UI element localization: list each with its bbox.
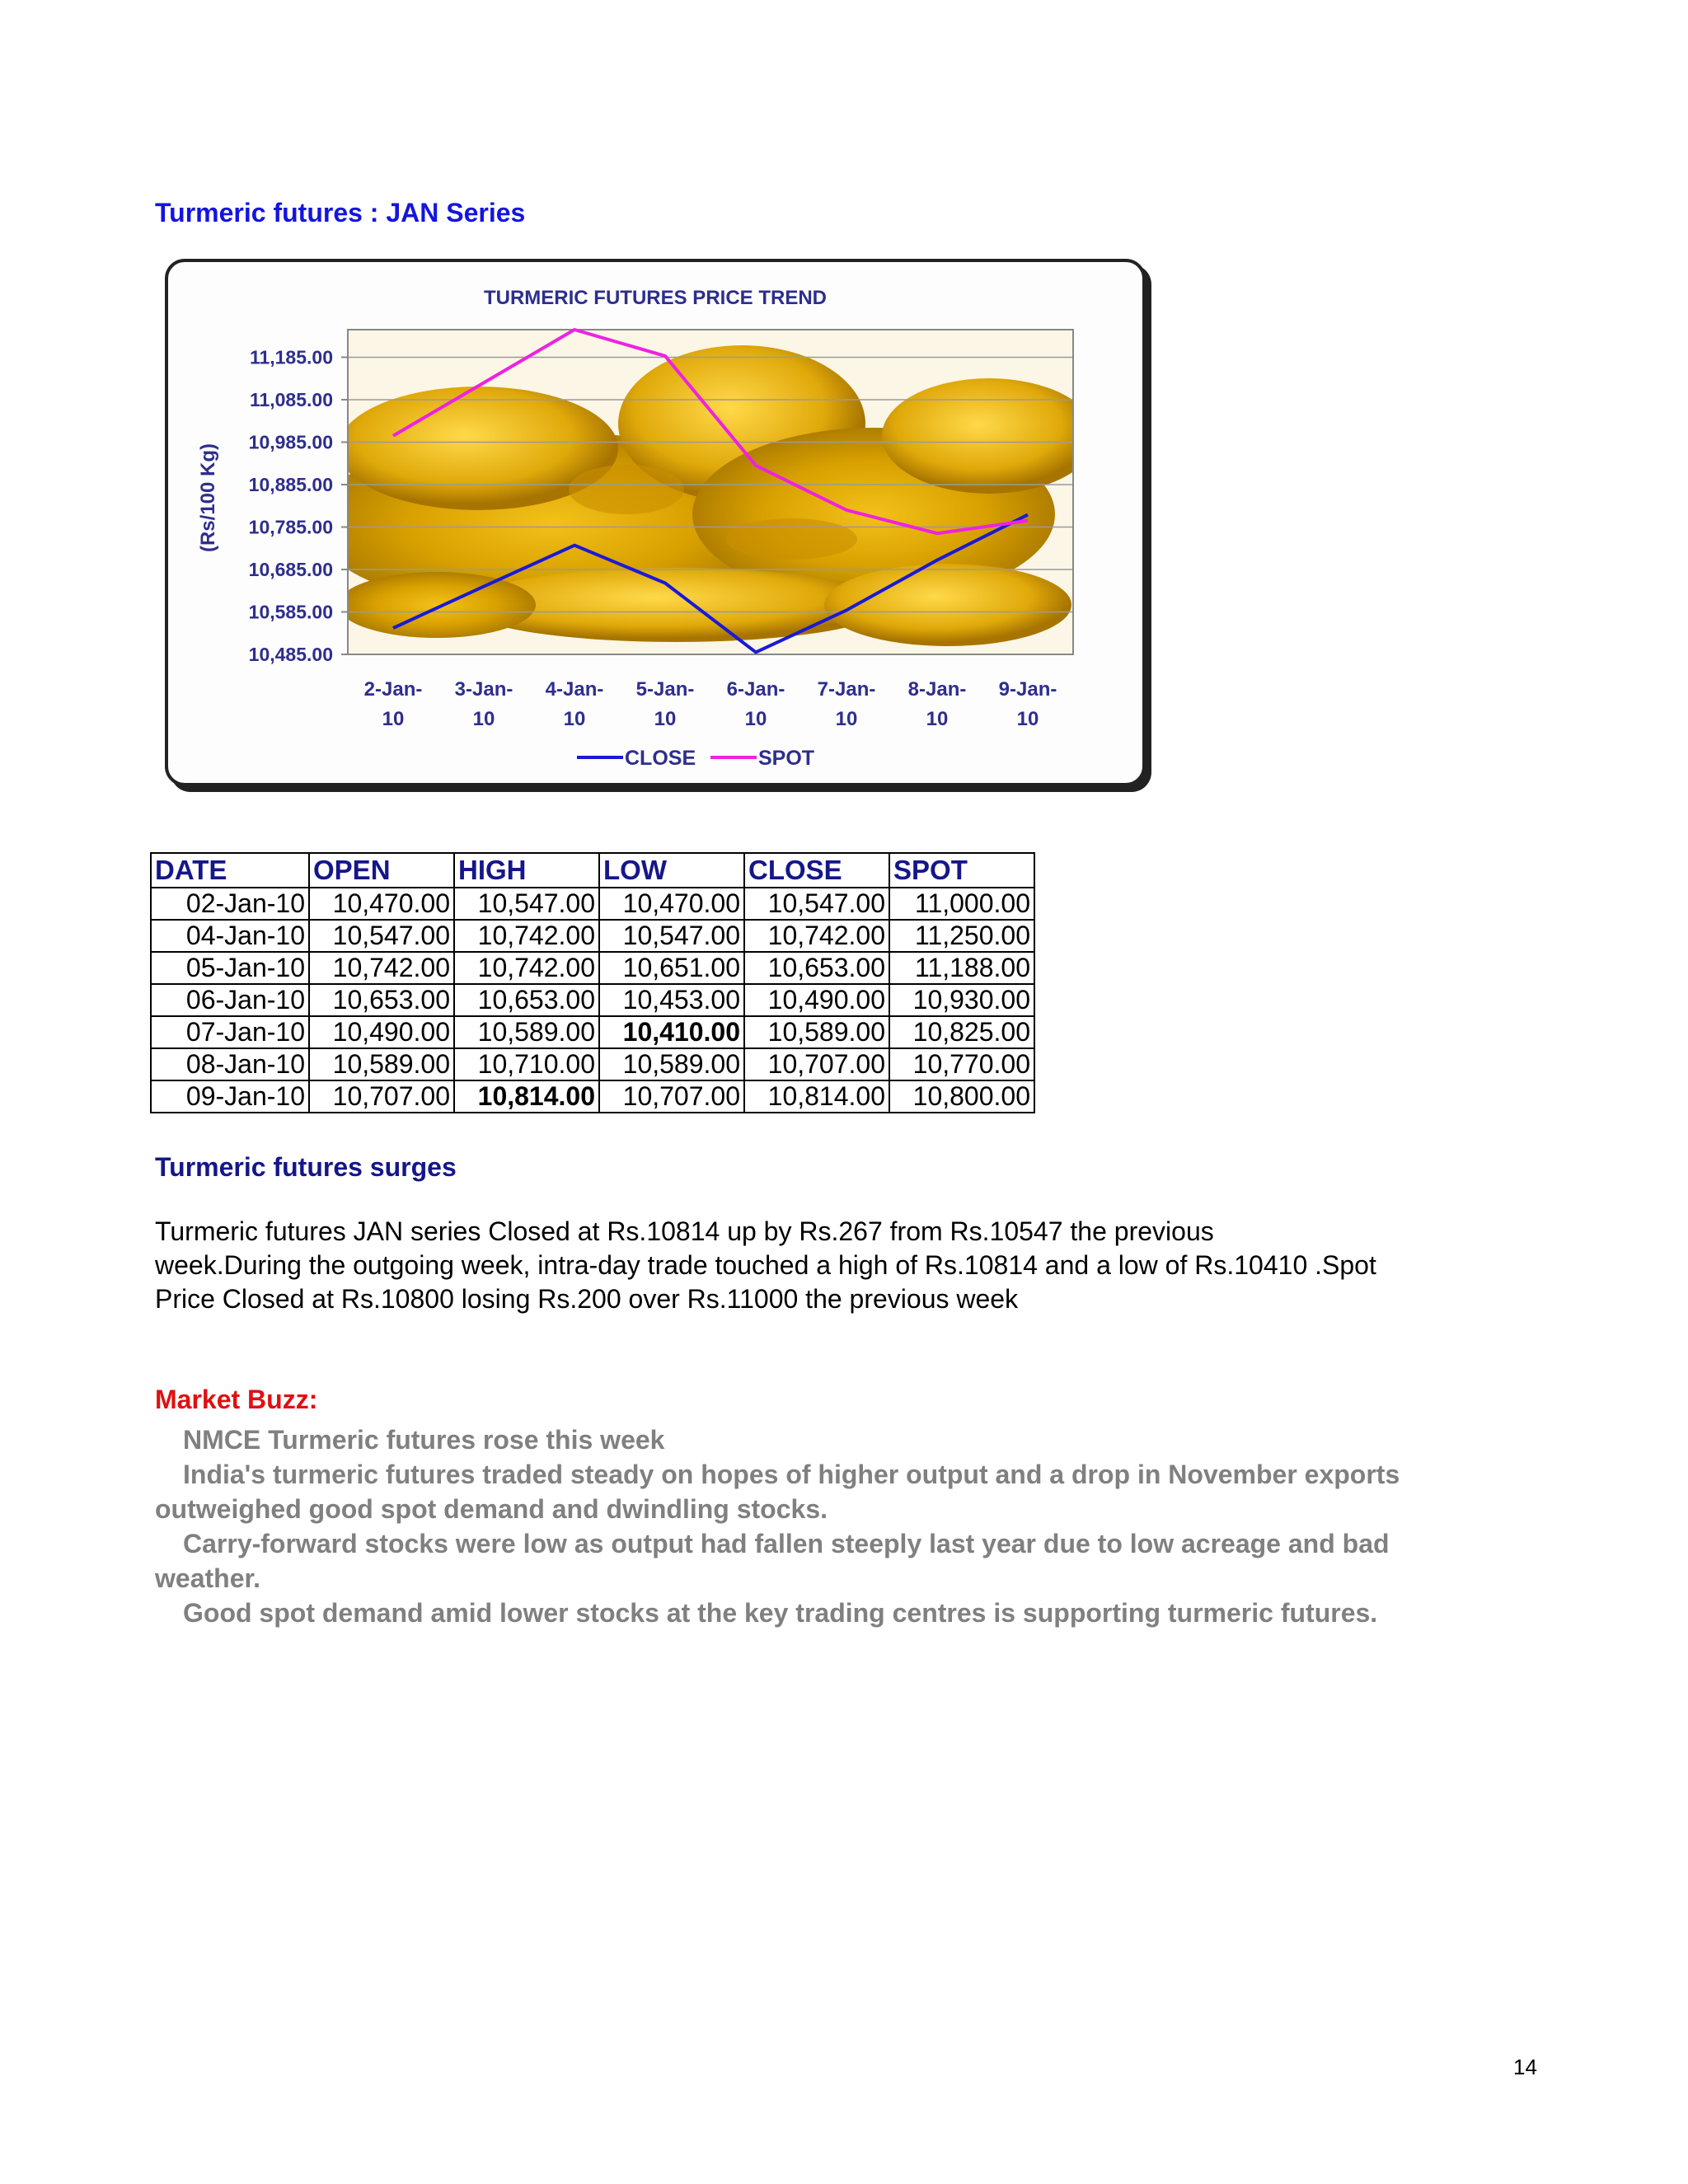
table-cell: 10,589.00 — [454, 1016, 599, 1048]
table-cell: 10,453.00 — [599, 984, 744, 1016]
y-tick-label: 10,885.00 — [248, 473, 333, 495]
table-cell: 10,814.00 — [744, 1080, 889, 1113]
table-cell: 10,589.00 — [744, 1016, 889, 1048]
x-tick-label — [636, 678, 695, 730]
table-cell: 10,410.00 — [599, 1016, 744, 1048]
table-header-row — [151, 853, 1034, 888]
column-header-close: CLOSE — [744, 853, 889, 888]
table-cell: 11,250.00 — [889, 920, 1034, 952]
table-cell: 10,707.00 — [309, 1080, 454, 1113]
table-row — [151, 984, 1034, 1016]
x-tick-label-line: 4-Jan- — [545, 678, 604, 701]
x-tick-label-line: 2-Jan- — [363, 678, 423, 701]
buzz-item: NMCE Turmeric futures rose this week — [183, 1425, 665, 1455]
x-tick-label-line: 8-Jan- — [907, 678, 967, 701]
table-cell: 10,589.00 — [599, 1048, 744, 1080]
table-cell: 04-Jan-10 — [151, 920, 309, 952]
y-tick-label: 10,685.00 — [248, 558, 333, 580]
x-tick-label — [546, 678, 604, 730]
table-cell: 10,470.00 — [599, 888, 744, 920]
table-row — [151, 888, 1034, 920]
y-axis-label: (Rs/100 Kg) — [197, 443, 219, 553]
surge-heading: Turmeric futures surges — [155, 1152, 457, 1182]
chart-legend — [577, 747, 814, 770]
x-tick-label-line: 7-Jan- — [817, 678, 876, 701]
x-tick-label — [908, 678, 967, 730]
table-cell: 06-Jan-10 — [151, 984, 309, 1016]
x-tick-label-line: 3-Jan- — [454, 678, 513, 701]
buzz-item: India's turmeric futures traded steady on hopes of higher output and a drop in November exports outweighed good spot demand and dwindling stocks. — [155, 1460, 1400, 1524]
column-header-open: OPEN — [309, 853, 454, 888]
summary-line: week.During the outgoing week, intra-day trade touched a high of Rs.10814 and a low of Rs.10410 .Spot — [155, 1250, 1376, 1280]
table-cell: 10,651.00 — [599, 952, 744, 984]
y-tick-label: 10,585.00 — [248, 601, 333, 623]
legend-label-spot: SPOT — [758, 747, 815, 770]
y-tick-label: 10,485.00 — [248, 644, 333, 665]
table-row — [151, 1048, 1034, 1080]
table-row — [151, 920, 1034, 952]
price-data-table — [150, 852, 1035, 1113]
x-tick-label — [455, 678, 513, 730]
table-cell: 10,547.00 — [744, 888, 889, 920]
table-cell: 10,547.00 — [309, 920, 454, 952]
table-cell: 10,707.00 — [744, 1048, 889, 1080]
column-header-high: HIGH — [454, 853, 599, 888]
summary-line: Turmeric futures JAN series Closed at Rs.10814 up by Rs.267 from Rs.10547 the previous — [155, 1216, 1214, 1246]
table-cell: 10,653.00 — [454, 984, 599, 1016]
table-cell: 10,589.00 — [309, 1048, 454, 1080]
table-cell: 10,742.00 — [454, 952, 599, 984]
y-tick-label: 11,085.00 — [249, 388, 333, 410]
table-cell: 10,742.00 — [744, 920, 889, 952]
column-header-date: DATE — [151, 853, 309, 888]
table-cell: 10,547.00 — [599, 920, 744, 952]
x-tick-label-line: 10 — [1016, 708, 1039, 730]
table-cell: 05-Jan-10 — [151, 952, 309, 984]
table-cell: 10,470.00 — [309, 888, 454, 920]
table-cell: 10,814.00 — [454, 1080, 599, 1113]
market-buzz-list — [155, 1422, 1441, 1630]
table-cell: 10,490.00 — [744, 984, 889, 1016]
section-title: Turmeric futures : JAN Series — [155, 198, 526, 227]
column-header-spot: SPOT — [889, 853, 1034, 888]
weekly-summary — [155, 1215, 1556, 1316]
table-cell: 08-Jan-10 — [151, 1048, 309, 1080]
x-tick-label — [364, 678, 423, 730]
table-cell: 10,770.00 — [889, 1048, 1034, 1080]
table-row — [151, 1016, 1034, 1048]
x-tick-label-line: 10 — [744, 708, 767, 730]
table-cell: 10,710.00 — [454, 1048, 599, 1080]
x-tick-label-line: 10 — [563, 708, 586, 730]
table-cell: 10,547.00 — [454, 888, 599, 920]
x-tick-label-line: 5-Jan- — [635, 678, 695, 701]
price-trend-chart — [165, 259, 1146, 786]
table-cell: 10,707.00 — [599, 1080, 744, 1113]
x-tick-label — [818, 678, 876, 730]
table-cell: 02-Jan-10 — [151, 888, 309, 920]
table-cell: 10,930.00 — [889, 984, 1034, 1016]
x-tick-label-line: 10 — [835, 708, 858, 730]
y-tick-label: 10,985.00 — [248, 431, 333, 453]
buzz-item: Carry-forward stocks were low as output had fallen steeply last year due to low acreage and bad weather. — [155, 1529, 1390, 1593]
table-cell: 10,742.00 — [454, 920, 599, 952]
table-cell: 09-Jan-10 — [151, 1080, 309, 1113]
y-tick-label: 10,785.00 — [248, 516, 333, 538]
buzz-item: Good spot demand amid lower stocks at the key trading centres is supporting turmeric futures. — [183, 1598, 1378, 1628]
column-header-low: LOW — [599, 853, 744, 888]
table-cell: 11,000.00 — [889, 888, 1034, 920]
legend-label-close: CLOSE — [625, 747, 696, 770]
x-tick-label-line: 9-Jan- — [998, 678, 1057, 701]
x-tick-label — [999, 678, 1057, 730]
x-tick-label-line: 10 — [926, 708, 949, 730]
table-cell: 07-Jan-10 — [151, 1016, 309, 1048]
table-cell: 10,490.00 — [309, 1016, 454, 1048]
table-cell: 11,188.00 — [889, 952, 1034, 984]
page-number: 14 — [1513, 2055, 1537, 2079]
table-row — [151, 952, 1034, 984]
table-cell: 10,800.00 — [889, 1080, 1034, 1113]
x-tick-label-line: 6-Jan- — [726, 678, 785, 701]
table-cell: 10,742.00 — [309, 952, 454, 984]
y-tick-label: 11,185.00 — [249, 346, 333, 368]
turmeric-background-image — [313, 330, 1096, 654]
market-buzz-heading: Market Buzz: — [155, 1385, 318, 1414]
x-tick-label — [727, 678, 785, 730]
x-tick-label-line: 10 — [472, 708, 495, 730]
chart-title: TURMERIC FUTURES PRICE TREND — [483, 287, 828, 309]
table-cell: 10,653.00 — [309, 984, 454, 1016]
x-tick-label-line: 10 — [382, 708, 405, 730]
table-row — [151, 1080, 1034, 1113]
summary-line: Price Closed at Rs.10800 losing Rs.200 over Rs.11000 the previous week — [155, 1284, 1019, 1314]
table-cell: 10,653.00 — [744, 952, 889, 984]
table-cell: 10,825.00 — [889, 1016, 1034, 1048]
x-tick-label-line: 10 — [654, 708, 677, 730]
